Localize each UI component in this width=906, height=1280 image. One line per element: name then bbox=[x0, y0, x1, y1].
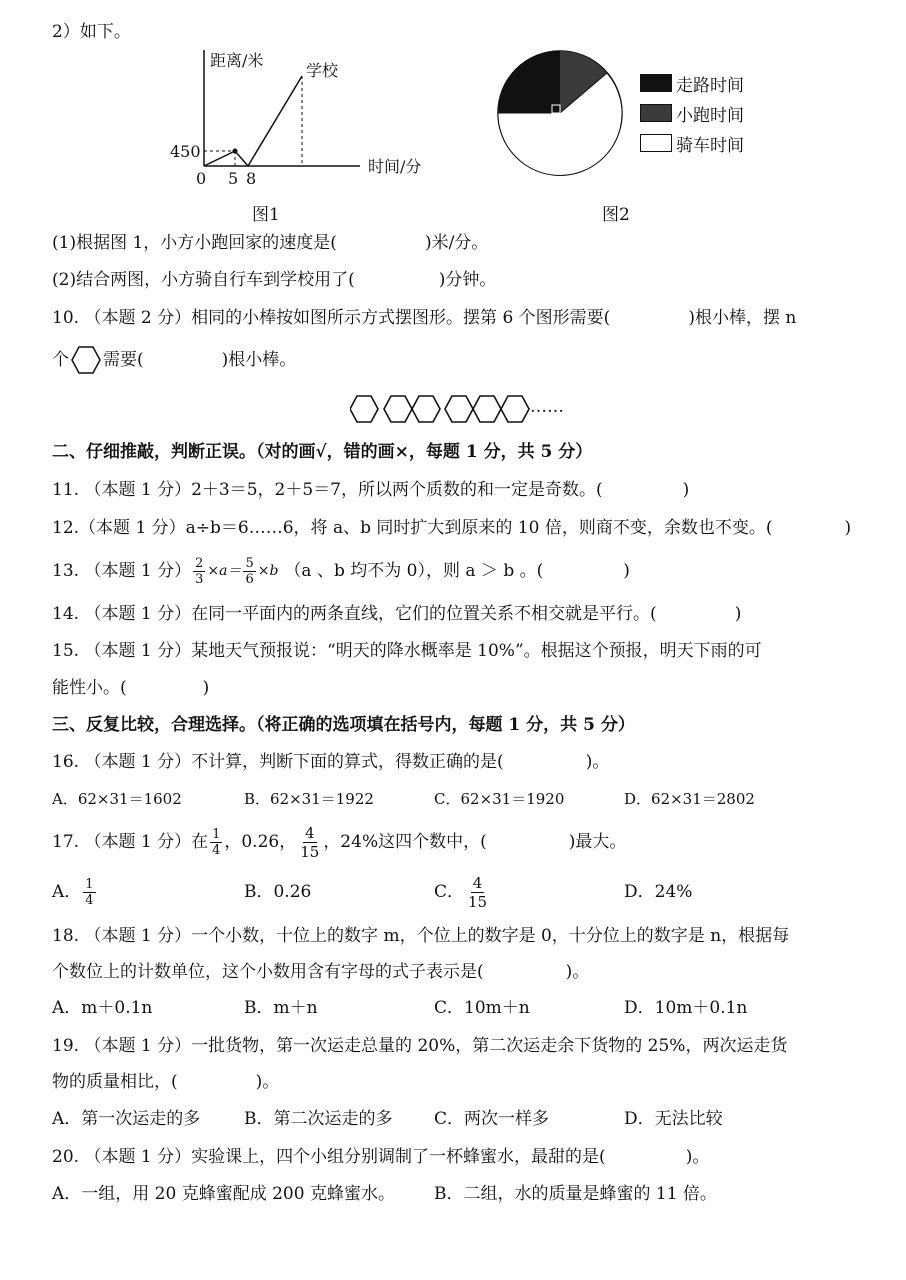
q19-paren: )。 bbox=[255, 1072, 280, 1092]
q9-part2-text: (2)结合两图，小方骑自行车到学校用了( bbox=[52, 270, 355, 290]
q16-option-c[interactable]: C．62×31＝1920 bbox=[434, 790, 565, 808]
q10-text-c: 个 bbox=[52, 350, 69, 370]
q17-fraction-2-num: 4 bbox=[304, 823, 315, 842]
q13-fraction-1 bbox=[193, 556, 205, 587]
q17-option-d[interactable]: D．24% bbox=[624, 882, 693, 902]
q13-fraction-2 bbox=[243, 556, 255, 587]
q17-mid: ，0.26， bbox=[224, 832, 297, 852]
q9-part1-unit: )米/分。 bbox=[424, 233, 489, 253]
q13-paren: ) bbox=[623, 561, 630, 581]
section-3-title: 三、反复比较，合理选择。（将正确的选项填在括号内，每题 1 分，共 5 分） bbox=[52, 715, 635, 735]
q14-text: 14. （本题 1 分）在同一平面内的两条直线，它们的位置关系不相交就是平行。( bbox=[52, 604, 657, 624]
q12 bbox=[52, 516, 851, 540]
q15-line2 bbox=[52, 676, 209, 700]
q13-expr-2: ×b bbox=[257, 563, 279, 579]
q15-paren: ) bbox=[202, 678, 210, 698]
q18-line2 bbox=[52, 960, 589, 984]
q9-part1-text: (1)根据图 1，小方小跑回家的速度是( bbox=[52, 233, 337, 253]
q20-option-a[interactable]: A．一组，用 20 克蜂蜜配成 200 克蜂蜜水。 bbox=[52, 1184, 395, 1204]
fig1-ylabel: 距离/米 bbox=[210, 51, 264, 70]
q11 bbox=[52, 478, 689, 502]
q20-paren: )。 bbox=[685, 1147, 710, 1167]
q14-paren: ) bbox=[734, 604, 742, 624]
q18-option-d[interactable]: D．10m＋0.1n bbox=[624, 998, 748, 1018]
q18-text: 个数位上的计数单位，这个小数用含有字母的式子表示是( bbox=[52, 962, 484, 982]
legend-swatch-bike bbox=[640, 134, 672, 152]
q17-option-a-label: A． bbox=[52, 882, 82, 902]
legend-run bbox=[640, 98, 744, 128]
q10-text-b: )根小棒，摆 n bbox=[688, 308, 797, 328]
q19-line2 bbox=[52, 1070, 279, 1094]
q12-text: 12.（本题 1 分）a÷b＝6……6，将 a、b 同时扩大到原来的 10 倍，则商不变，余数也不变。( bbox=[52, 518, 773, 538]
fig1-t0: 0 bbox=[196, 169, 207, 188]
path-line bbox=[204, 76, 302, 166]
legend-label-walk: 走路时间 bbox=[676, 75, 744, 96]
q17-fraction-1 bbox=[210, 827, 222, 858]
q17-fraction-2-den: 15 bbox=[300, 842, 320, 861]
q19-option-c[interactable]: C．两次一样多 bbox=[434, 1109, 550, 1129]
q11-text: 11. （本题 1 分）2＋3＝5，2＋5＝7，所以两个质数的和一定是奇数。( bbox=[52, 480, 603, 500]
legend-swatch-run bbox=[640, 104, 672, 122]
fig1-xlabel: 时间/分 bbox=[368, 157, 422, 176]
q18-option-b[interactable]: B．m＋n bbox=[244, 998, 318, 1018]
q17-fraction-1-num: 1 bbox=[212, 826, 221, 842]
q17-fraction-1-den: 4 bbox=[212, 842, 221, 858]
figure-2-pie-chart bbox=[495, 48, 625, 178]
q14 bbox=[52, 602, 741, 626]
q10-line2 bbox=[52, 345, 296, 375]
q18-line1: 18. （本题 1 分）一个小数，十位上的数字 m，个位上的数字是 0，十分位上的数字是 n，根据每 bbox=[52, 926, 790, 946]
q13-expr-1: ×a＝ bbox=[207, 563, 242, 579]
legend-swatch-walk bbox=[640, 74, 672, 92]
legend-label-run: 小跑时间 bbox=[676, 105, 744, 126]
q19-option-d[interactable]: D．无法比较 bbox=[624, 1109, 723, 1129]
legend-bike bbox=[640, 128, 744, 158]
q17 bbox=[52, 822, 626, 862]
q10-line1 bbox=[52, 306, 796, 330]
q17-option-a-fraction bbox=[83, 877, 95, 908]
fig2-legend bbox=[640, 68, 744, 158]
q17-option-c[interactable] bbox=[434, 872, 491, 912]
hexagon-icon bbox=[71, 345, 101, 375]
q17-fraction-2 bbox=[298, 824, 321, 861]
q13-label: 13. （本题 1 分） bbox=[52, 561, 192, 581]
turn-point bbox=[233, 149, 238, 154]
hexagon-pattern-figure bbox=[350, 394, 530, 424]
q18-paren: )。 bbox=[565, 962, 590, 982]
q17-option-c-num: 4 bbox=[472, 873, 483, 892]
q13-fraction-2-den: 6 bbox=[245, 571, 254, 587]
q19-line1: 19. （本题 1 分）一批货物，第一次运走总量的 20%，第二次运走余下货物的 25%，两次运走货 bbox=[52, 1036, 788, 1056]
q18-option-c[interactable]: C．10m＋n bbox=[434, 998, 530, 1018]
q13-fraction-2-num: 5 bbox=[245, 555, 254, 571]
pattern-ellipsis: …… bbox=[530, 397, 564, 417]
q17-option-c-den: 15 bbox=[468, 892, 488, 911]
fig1-t8: 8 bbox=[246, 169, 257, 188]
q17-option-b[interactable]: B．0.26 bbox=[244, 882, 312, 902]
fig1-school-label: 学校 bbox=[306, 61, 339, 80]
q20 bbox=[52, 1145, 709, 1169]
q10-text-e: )根小棒。 bbox=[221, 350, 297, 370]
q16 bbox=[52, 750, 609, 774]
q16-option-a[interactable]: A．62×31＝1602 bbox=[52, 790, 182, 808]
q12-paren: ) bbox=[844, 518, 852, 538]
fig1-caption: 图1 bbox=[252, 205, 280, 225]
q16-option-b[interactable]: B．62×31＝1922 bbox=[244, 790, 374, 808]
q10-text-d: 需要( bbox=[103, 350, 144, 370]
fig1-t5: 5 bbox=[228, 169, 239, 188]
q17-label: 17. （本题 1 分）在 bbox=[52, 832, 209, 852]
q20-text: 20. （本题 1 分）实验课上，四个小组分别调制了一杯蜂蜜水，最甜的是( bbox=[52, 1147, 606, 1167]
q17-tail: )最大。 bbox=[568, 832, 627, 852]
q17-option-c-label: C． bbox=[434, 882, 465, 902]
q13-fraction-1-den: 3 bbox=[195, 571, 204, 587]
q9-part2 bbox=[52, 268, 496, 292]
q16-text: 16. （本题 1 分）不计算，判断下面的算式，得数正确的是( bbox=[52, 752, 504, 772]
section-2-title: 二、仔细推敲，判断正误。（对的画√，错的画×，每题 1 分，共 5 分） bbox=[52, 442, 593, 462]
q15-line1: 15. （本题 1 分）某地天气预报说：“明天的降水概率是 10%”。根据这个预报，明天下雨的可 bbox=[52, 641, 762, 661]
q17-option-c-fraction bbox=[466, 874, 489, 911]
q19-option-b[interactable]: B．第二次运走的多 bbox=[244, 1109, 393, 1129]
q17-option-a[interactable] bbox=[52, 872, 98, 912]
legend-walk bbox=[640, 68, 744, 98]
legend-label-bike: 骑车时间 bbox=[676, 135, 744, 156]
q17-text: ，24%这四个数中，( bbox=[323, 832, 487, 852]
q13 bbox=[52, 554, 630, 588]
q19-text: 物的质量相比，( bbox=[52, 1072, 178, 1092]
fig1-y450: 450 bbox=[170, 142, 201, 161]
q15-text: 能性小。( bbox=[52, 678, 127, 698]
q11-paren: ) bbox=[682, 480, 690, 500]
q9-part2-unit: )分钟。 bbox=[438, 270, 497, 290]
q20-option-b[interactable]: B．二组，水的质量是蜂蜜的 11 倍。 bbox=[434, 1184, 717, 1204]
q17-option-a-den: 4 bbox=[85, 892, 94, 908]
q13-fraction-1-num: 2 bbox=[195, 555, 204, 571]
q17-option-a-num: 1 bbox=[85, 876, 94, 892]
q16-paren: )。 bbox=[585, 752, 610, 772]
fig2-caption: 图2 bbox=[602, 205, 630, 225]
q16-option-d[interactable]: D．62×31＝2802 bbox=[624, 790, 755, 808]
pie-slice-walk bbox=[498, 51, 560, 113]
q19-option-a[interactable]: A．第一次运走的多 bbox=[52, 1109, 201, 1129]
q18-option-a[interactable]: A．m＋0.1n bbox=[52, 998, 153, 1018]
q10-text: 10. （本题 2 分）相同的小棒按如图所示方式摆图形。摆第 6 个图形需要( bbox=[52, 308, 611, 328]
q13-text: （a 、b 均不为 0），则 a ＞ b 。( bbox=[284, 561, 544, 581]
q9-part1 bbox=[52, 231, 488, 255]
intro-text: 2）如下。 bbox=[52, 22, 131, 42]
